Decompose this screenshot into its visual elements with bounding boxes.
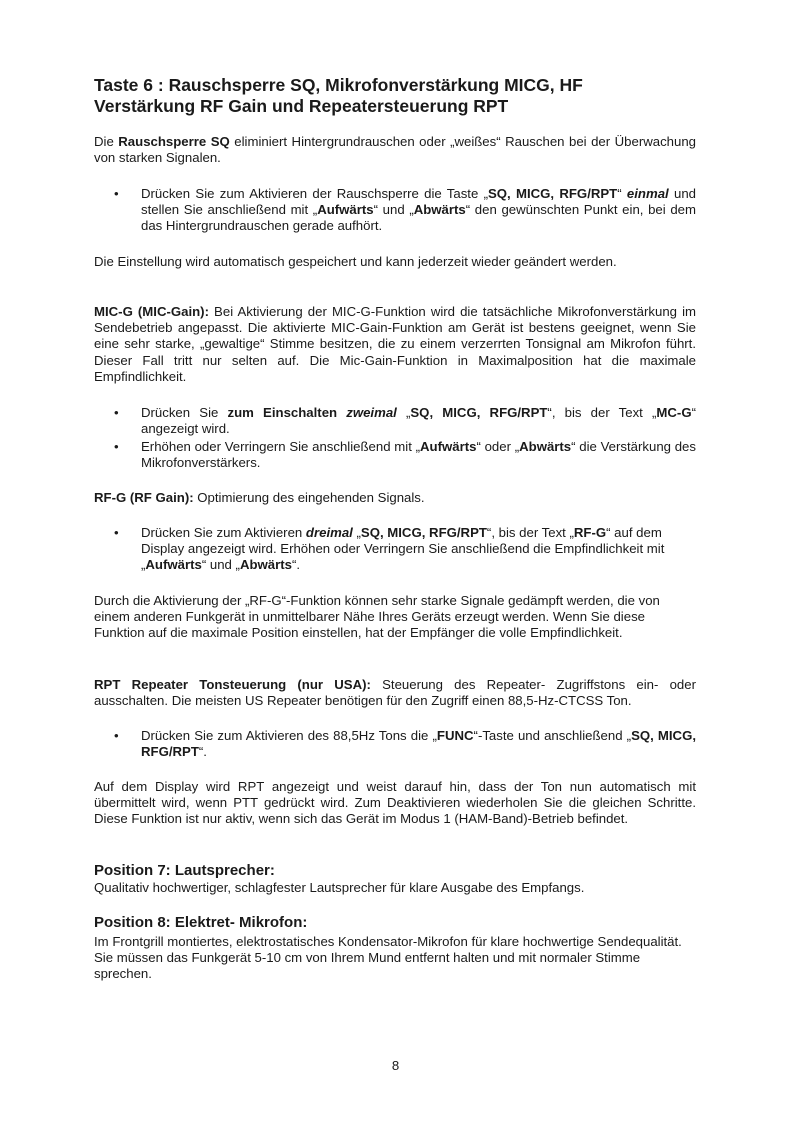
- text: “ angezeigt wird.: [141, 405, 696, 437]
- micg-label: MIC-G (MIC-Gain):: [94, 304, 209, 319]
- text: “-Taste und anschließend „: [473, 728, 632, 743]
- micg-bullet-item-2: [141, 439, 696, 471]
- position-8-heading: Position 8: Elektret- Mikrofon:: [94, 914, 308, 931]
- text: “, bis der Text „: [547, 405, 657, 420]
- rfg-paragraph: [94, 490, 696, 506]
- bullet-icon: •: [114, 439, 119, 454]
- key-label: SQ, MICG, RFG/RPT: [360, 525, 487, 540]
- position-7-text: Qualitativ hochwertiger, schlagfester Lautsprecher für klare Ausgabe des Empfangs.: [94, 880, 585, 895]
- sq-note-paragraph: Die Einstellung wird automatisch gespeichert und kann jederzeit wieder geändert werden.: [94, 254, 617, 269]
- key-label: Aufwärts: [420, 439, 477, 454]
- key-label: FUNC: [436, 728, 474, 743]
- text: Drücken Sie zum Aktivieren der Rauschsperre die Taste „: [141, 186, 488, 201]
- key-label: SQ, MICG, RFG/RPT: [141, 728, 696, 760]
- rfg-label: RF-G (RF Gain):: [94, 490, 194, 505]
- text: “ und „: [201, 557, 240, 573]
- text: „: [396, 405, 411, 420]
- sq-intro-text: eliminiert Hintergrundrauschen oder „weißes“ Rauschen bei der Überwachung von starken Signalen.: [94, 134, 697, 166]
- key-label: SQ, MICG, RFG/RPT: [410, 405, 548, 420]
- text: “, bis der Text „: [486, 525, 574, 540]
- text: “ und „: [373, 202, 414, 218]
- bullet-icon: •: [114, 525, 119, 540]
- position-8-text: Im Frontgrill montiertes, elektrostatisches Kondensator-Mikrofon für klare hochwertige Sendequalität. Sie müssen das Funkgerät 5-10 cm von Ihrem Mund entfernt halten und mit normaler Stimme sprechen.: [94, 934, 682, 982]
- text: Drücken Sie zum Aktivieren: [141, 525, 306, 540]
- bullet-icon: •: [114, 728, 119, 743]
- micg-paragraph: [94, 304, 696, 385]
- emphasis: zum Einschalten: [227, 405, 347, 420]
- rfg-bullet-item: [141, 525, 696, 574]
- rpt-note-paragraph: Auf dem Display wird RPT angezeigt und weist darauf hin, dass der Ton nun automatisch mit übermittelt wird, wenn PTT gedrückt wird. Zum Deaktivieren wiederholen Sie die gleichen Schritte. Diese Funktion ist nur aktiv, wenn sich das Gerät im Modus 1 (HAM-Band)-Betrieb befindet.: [94, 779, 696, 827]
- rpt-bullet-item: [141, 728, 696, 760]
- text: und stellen Sie anschließend mit „: [141, 186, 696, 218]
- emphasis: zweimal: [346, 405, 397, 420]
- text: „: [352, 525, 361, 540]
- rpt-text: Steuerung des Repeater- Zugriffstons ein- oder ausschalten. Die meisten US Repeater benötigen für den Zugriff einen 88,5-Hz-CTCSS Ton.: [94, 677, 696, 709]
- bullet-icon: •: [114, 186, 119, 201]
- heading-line-1: Taste 6 : Rauschsperre SQ, Mikrofonverstärkung MICG, HF: [94, 75, 583, 95]
- display-text: RF-G: [573, 525, 607, 540]
- text: “: [617, 186, 627, 201]
- text: “ auf dem Display angezeigt wird. Erhöhen oder Verringern Sie anschließend die Empfindlichkeit mit „: [141, 525, 665, 573]
- micg-text: Bei Aktivierung der MIC-G-Funktion wird die tatsächliche Mikrofonverstärkung im Sendebetrieb angepasst. Die aktivierte MIC-Gain-Funktion am Gerät ist bestens geeignet, wenn Sie eine sehr starke, „gewaltige“ Stimme besitzen, die zu einem verzerrten Tonsignal am Mikrofon führt. Dieser Fall tritt nur selten auf. Die Mic-Gain-Funktion in Maximalposition hat die maximale Empfindlichkeit.: [94, 304, 696, 384]
- heading-line-2: Verstärkung RF Gain und Repeatersteuerung RPT: [94, 96, 509, 116]
- text: “.: [291, 557, 301, 573]
- key-label: Abwärts: [413, 202, 466, 218]
- rfg-text: Optimierung des eingehenden Signals.: [193, 490, 425, 505]
- text: Erhöhen oder Verringern Sie anschließend mit „: [141, 439, 421, 454]
- key-label: SQ, MICG, RFG/RPT: [487, 186, 618, 201]
- key-label: Abwärts: [519, 439, 572, 454]
- text: Drücken Sie zum Aktivieren des 88,5Hz Tons die „: [141, 728, 437, 743]
- text: “.: [198, 744, 207, 760]
- sq-bullet-item: [141, 186, 696, 235]
- display-text: MC-G: [656, 405, 692, 420]
- section-heading: [94, 75, 696, 117]
- text: Drücken Sie: [141, 405, 228, 420]
- emphasis: einmal: [626, 186, 669, 201]
- rfg-note-paragraph: Durch die Aktivierung der „RF-G“-Funktion können sehr starke Signale gedämpft werden, die von einem anderen Funkgerät in unmittelbarer Nähe Ihres Geräts erzeugt werden. Wenn Sie diese Funktion auf die maximale Position einstellen, hat der Empfänger die volle Empfindlichkeit.: [94, 593, 660, 641]
- page-number: 8: [391, 1058, 400, 1073]
- position-7-heading: Position 7: Lautsprecher:: [94, 862, 275, 879]
- sq-intro-paragraph: [94, 134, 696, 166]
- micg-bullet-item-1: [141, 405, 696, 437]
- text: “ die Verstärkung des Mikrofonverstärkers.: [141, 439, 696, 471]
- key-label: Aufwärts: [317, 202, 374, 218]
- rpt-label: RPT Repeater Tonsteuerung (nur USA):: [94, 677, 371, 692]
- rpt-paragraph: [94, 677, 696, 709]
- sq-intro-pre: Die: [94, 134, 119, 149]
- sq-intro-term: Rauschsperre SQ: [118, 134, 230, 149]
- key-label: Aufwärts: [145, 557, 202, 573]
- text: “ den gewünschten Punkt ein, bei dem das Hintergrundrauschen gerade aufhört.: [141, 202, 696, 234]
- key-label: Abwärts: [239, 557, 292, 573]
- bullet-icon: •: [114, 405, 119, 420]
- text: “ oder „: [476, 439, 520, 454]
- emphasis: dreimal: [305, 525, 353, 540]
